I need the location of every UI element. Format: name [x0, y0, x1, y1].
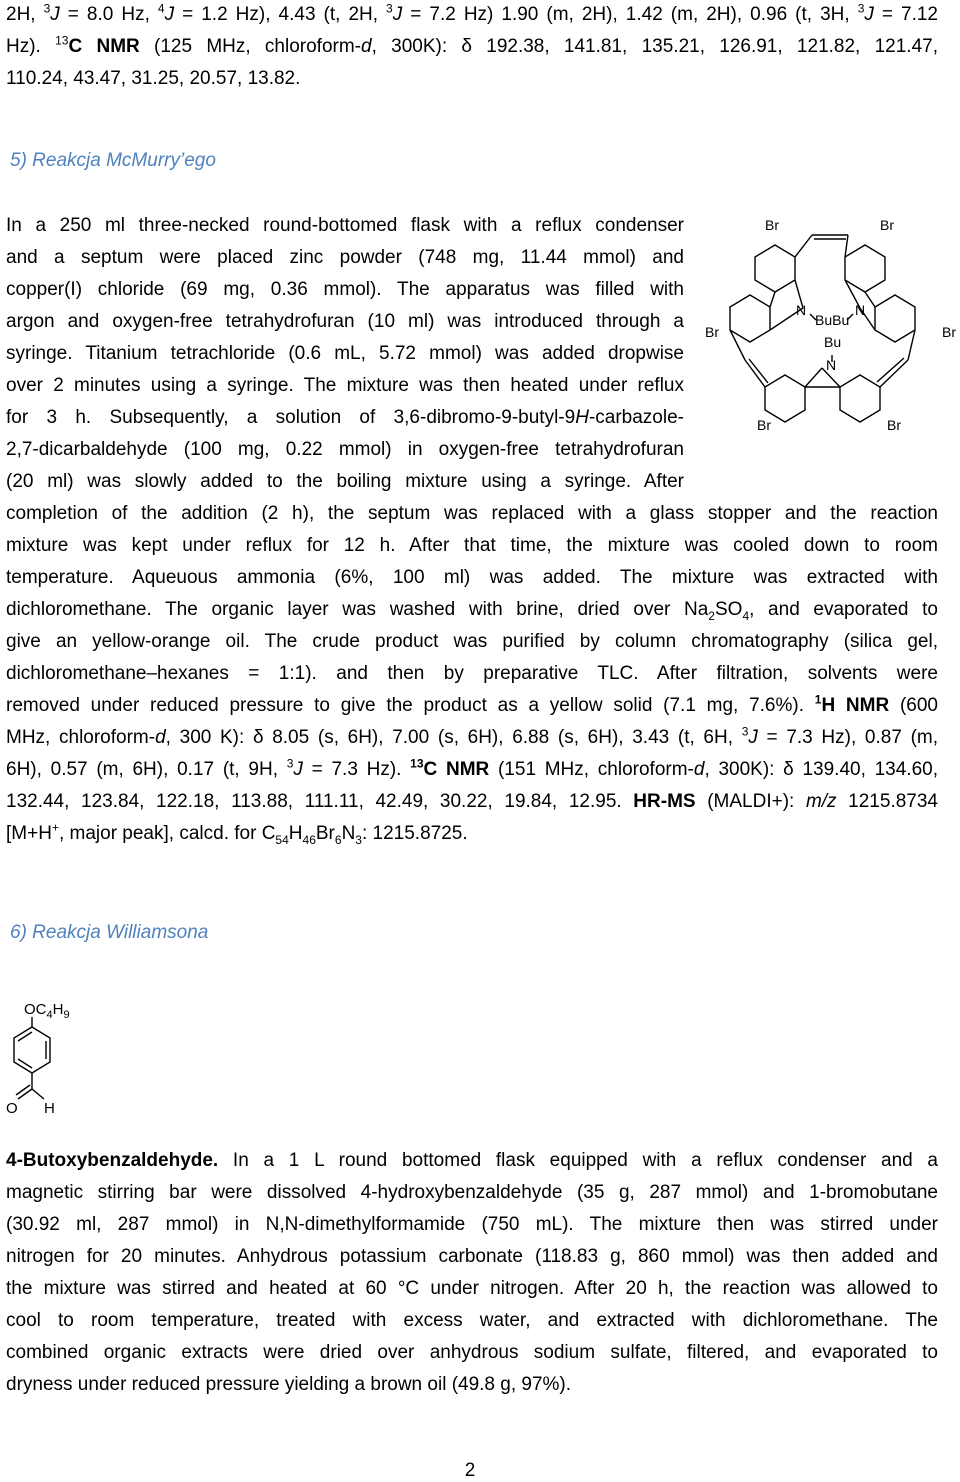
paragraph-line: magnetic stirring bar were dissolved 4-hydroxybenzaldehyde (35 g, 287 mmol) and 1-bromobutane [6, 1182, 938, 1203]
paragraph-line: combined organic extracts were dried over anhydrous sodium sulfate, filtered, and evaporated to [6, 1342, 938, 1363]
nitrogen-label: N [796, 302, 807, 318]
svg-text:OC4H9: $OC_4H_9$ [24, 1001, 70, 1021]
nitrogen-label: N [826, 357, 837, 373]
paragraph-line: copper(I) chloride (69 mg, 0.36 mmol). The apparatus was filled with [6, 279, 684, 300]
hydrogen-label: H [44, 1100, 55, 1117]
paragraph-line: for 3 h. Subsequently, a solution of 3,6-dibromo-9-butyl-9H-carbazole- [6, 407, 684, 428]
paragraph-line: dichloromethane–hexanes = 1:1). and then by preparative TLC. After filtration, solvents were [6, 663, 938, 684]
paragraph-line: 2,7-dicarbaldehyde (100 mg, 0.22 mmol) in oxygen-free tetrahydrofuran [6, 439, 684, 460]
bromine-label: Br [880, 217, 894, 233]
paragraph-line: temperature. Aqueuous ammonia (6%, 100 ml) was added. The mixture was extracted with [6, 567, 938, 588]
paragraph-line: over 2 minutes using a syringe. The mixture was then heated under reflux [6, 375, 684, 396]
paragraph-line: completion of the addition (2 h), the septum was replaced with a glass stopper and the reaction [6, 503, 938, 524]
bromine-label: Br [887, 417, 901, 433]
paragraph-line: give an yellow-orange oil. The crude product was purified by column chromatography (silica gel, [6, 631, 938, 652]
macrocycle-structure [700, 210, 960, 440]
nmr-continuation-line-1: 2H, $^3$J = 8.0 Hz, $^4$J = 1.2 Hz), 4.43 (t, 2H, $^3$J = 7.2 Hz) 1.90 (m, 2H), 1.42 (m, 2H), 0.96 (t, 3H, $^3$J = 7.12 [6, 1, 939, 25]
butyl-label: Bu [824, 334, 842, 350]
paragraph-line: In a 250 ml three-necked round-bottomed flask with a reflux condenser [6, 215, 684, 236]
oc-label: OC [24, 1001, 47, 1018]
paragraph-line: [M+H+, major peak], calcd. for $C_{54}H_{46}Br_6N_3$: 1215.8725. [6, 820, 468, 847]
bromine-label: Br [757, 417, 771, 433]
paragraph-line: (30.92 ml, 287 mmol) in N,N-dimethylformamide (750 mL). The mixture then was stirred under [6, 1214, 938, 1235]
nmr-continuation-line-2: Hz). $^{13}$C NMR (125 MHz, chloroform-d, 300K): δ 192.38, 141.81, 135.21, 126.91, 121.82, 121.47, [6, 33, 938, 57]
paragraph-line: and a septum were placed zinc powder (748 mg, 11.44 mmol) and [6, 247, 684, 268]
paragraph-line: 6H), 0.57 (m, 6H), 0.17 (t, 9H, $^3$J = 7.3 Hz). $^{13}$C NMR (151 MHz, chloroform-d, 300K): δ 139.40, 134.60, [6, 756, 938, 780]
paragraph-line: argon and oxygen-free tetrahydrofuran (10 ml) was introduced through a [6, 311, 684, 332]
section-6-heading: 6) Reakcja Williamsona [10, 922, 209, 943]
paragraph-line: the mixture was stirred and heated at 60 °C under nitrogen. After 20 h, the reaction was allowed to [6, 1278, 938, 1299]
bromine-label: Br [705, 324, 719, 340]
page-number: 2 [464, 1460, 476, 1481]
paragraph-line: 132.44, 123.84, 122.18, 113.88, 111.11, 42.49, 30.22, 19.84, 12.95. HR-MS (MALDI+): m/z 1215.8734 [6, 791, 938, 812]
bromine-label: Br [765, 217, 779, 233]
paragraph-line: dryness under reduced pressure yielding a brown oil (49.8 g, 97%). [6, 1374, 572, 1395]
nmr-continuation-line-3: 110.24, 43.47, 31.25, 20.57, 13.82. [6, 68, 301, 89]
paragraph-line: mixture was kept under reflux for 12 h. After that time, the mixture was cooled down to room [6, 535, 938, 556]
paragraph-line: 4-Butoxybenzaldehyde. In a 1 L round bottomed flask equipped with a reflux condenser and a [6, 1150, 938, 1171]
paragraph-line: syringe. Titanium tetrachloride (0.6 mL, 5.72 mmol) was added dropwise [6, 343, 684, 364]
section-5-heading: 5) Reakcja McMurry’ego [10, 150, 216, 171]
nitrogen-label: N [855, 302, 866, 318]
paragraph-line: dichloromethane. The organic layer was washed with brine, dried over $Na_2SO_4$, and evaporated to [6, 599, 938, 623]
oxygen-label: O [6, 1100, 18, 1117]
paragraph-line: cool to room temperature, treated with excess water, and extracted with dichloromethane. The [6, 1310, 938, 1331]
butoxybenzaldehyde-structure [2, 995, 92, 1120]
bromine-label: Br [942, 324, 956, 340]
paragraph-line: MHz, chloroform-d, 300 K): δ 8.05 (s, 6H), 7.00 (s, 6H), 6.88 (s, 6H), 3.43 (t, 6H, $^3$J = 7.3 Hz), 0.87 (m, [6, 724, 938, 748]
butyl-label: BuBu [815, 312, 850, 328]
paragraph-line: (20 ml) was slowly added to the boiling mixture using a syringe. After [6, 471, 684, 492]
paragraph-line: removed under reduced pressure to give the product as a yellow solid (7.1 mg, 7.6%). $^1$H NMR (600 [6, 692, 938, 716]
paragraph-line: nitrogen for 20 minutes. Anhydrous potassium carbonate (118.83 g, 860 mmol) was then added and [6, 1246, 938, 1267]
